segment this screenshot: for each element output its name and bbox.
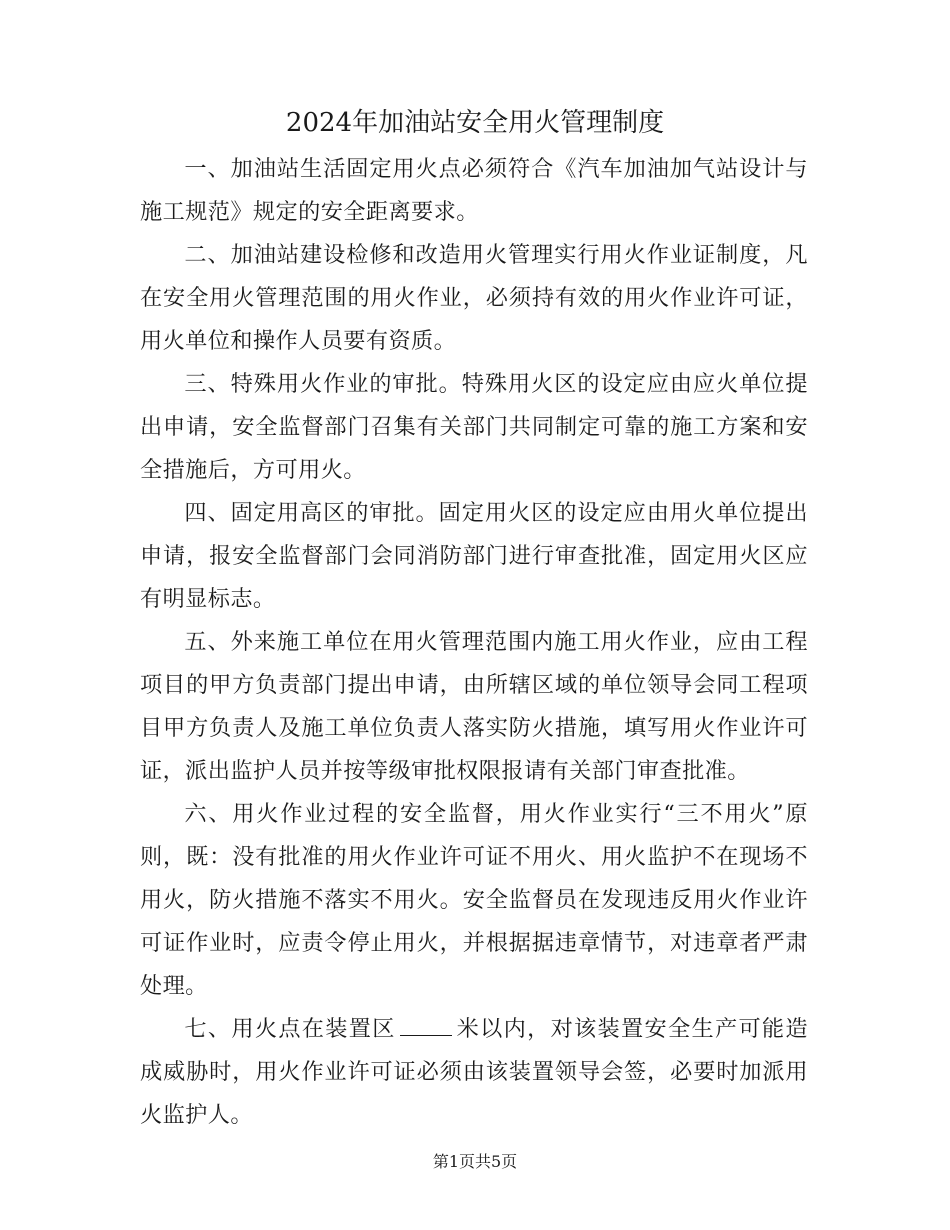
document-title: 2024年加油站安全用火管理制度 [285, 108, 665, 138]
paragraph-2: 二、加油站建设检修和改造用火管理实行用火作业证制度，凡在安全用火管理范围的用火作业，必须持有效的用火作业许可证，用火单位和操作人员要有资质。 [140, 242, 808, 354]
paragraph-3: 三、特殊用火作业的审批。特殊用火区的设定应由应火单位提出申请，安全监督部门召集有关部门共同制定可靠的施工方案和安全措施后，方可用火。 [140, 371, 808, 483]
fill-in-blank [400, 1017, 452, 1036]
paragraph-7-before-blank: 七、用火点在装置区 [184, 1016, 396, 1042]
paragraph-6: 六、用火作业过程的安全监督，用火作业实行“三不用火”原则，既：没有批准的用火作业许可证不用火、用火监护不在现场不用火，防火措施不落实不用火。安全监督员在发现违反用火作业许可证作业时，应责令停止用火，并根据据违章情节，对违章者严肃处理。 [140, 801, 808, 999]
paragraph-4: 四、固定用高区的审批。固定用火区的设定应由用火单位提出申请，报安全监督部门会同消防部门进行审查批准，固定用火区应有明显标志。 [140, 500, 808, 612]
paragraph-7-after-blank: 米以内，对该装置安全生产可能造成威胁时，用火作业许可证必须由该装置领导会签，必要时加派用火监护人。 [140, 1016, 808, 1128]
page-number-footer: 第1页共5页 [432, 1152, 518, 1171]
paragraph-7 [140, 1008, 808, 1137]
paragraph-5: 五、外来施工单位在用火管理范围内施工用火作业，应由工程项目的甲方负责部门提出申请，由所辖区域的单位领导会同工程项目甲方负责人及施工单位负责人落实防火措施，填写用火作业许可证，派出监护人员并按等级审批权限报请有关部门审查批准。 [140, 629, 808, 784]
document-body [140, 148, 808, 1137]
paragraph-1: 一、加油站生活固定用火点必须符合《汽车加油加气站设计与施工规范》规定的安全距离要求。 [140, 156, 808, 225]
